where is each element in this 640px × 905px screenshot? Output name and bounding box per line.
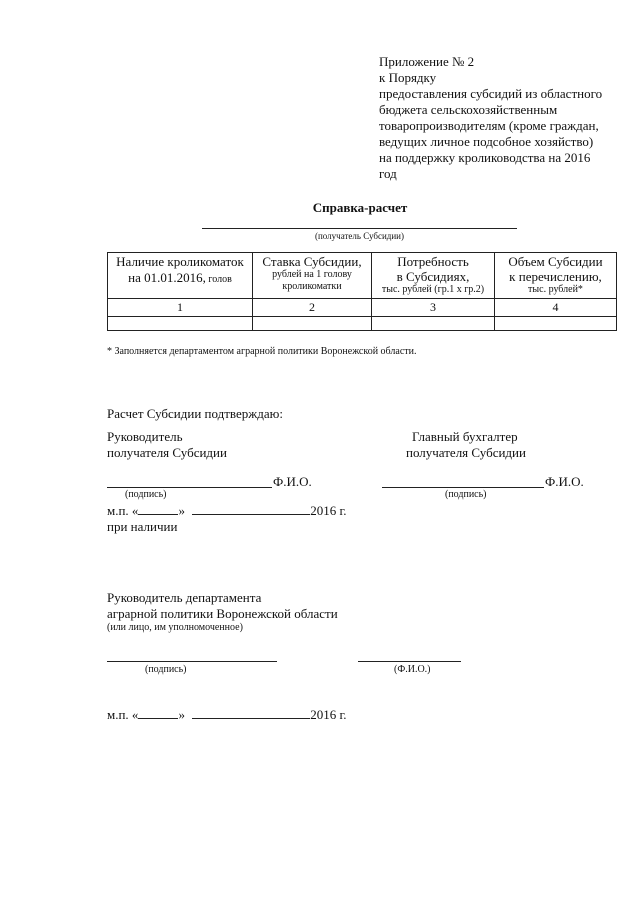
day-blank: [138, 707, 178, 719]
if-present-note: при наличии: [107, 519, 178, 534]
appendix-block: [379, 54, 619, 182]
appendix-line: предоставления субсидий из областного: [379, 86, 603, 101]
column-number: 4: [495, 299, 617, 317]
department-fio-caption: (Ф.И.О.): [394, 664, 431, 675]
table-cell: [495, 317, 617, 331]
table-cell: [372, 317, 495, 331]
column-number: 1: [108, 299, 253, 317]
table-header-row: [108, 253, 617, 299]
recipient-caption: (получатель Субсидии): [314, 231, 404, 241]
day-blank: [138, 503, 178, 515]
column-number: 2: [253, 299, 372, 317]
table-number-row: [108, 299, 617, 317]
head-signature-line: [107, 487, 272, 488]
recipient-line: [202, 228, 517, 229]
table-cell: [108, 317, 253, 331]
appendix-line: к Порядку: [379, 70, 437, 85]
header-cell-volume: Объем Субсидии к перечислению, тыс. рублей*: [495, 253, 617, 299]
header-cell-livestock: Наличие кроликоматок на 01.01.2016, голов: [108, 253, 253, 299]
appendix-line: ведущих личное подсобное хозяйство): [379, 134, 594, 149]
department-head-block: Руководитель департамента аграрной политики Воронежской области (или лицо, им уполномоченное): [107, 590, 338, 633]
footnote: * Заполняется департаментом аграрной политики Воронежской области.: [107, 346, 417, 357]
appendix-line: товаропроизводителям (кроме граждан,: [379, 118, 599, 133]
document-title: Справка-расчет: [312, 200, 408, 215]
department-fio-line: [358, 661, 461, 662]
table-cell: [253, 317, 372, 331]
stamp-date-1: м.п. « » 2016 г.: [107, 503, 347, 518]
appendix-line: Приложение № 2: [379, 54, 475, 69]
column-number: 3: [372, 299, 495, 317]
header-cell-need: Потребность в Субсидиях, тыс. рублей (гр.1 х гр.2): [372, 253, 495, 299]
head-fio-label: Ф.И.О.: [273, 474, 312, 489]
accountant-fio-label: Ф.И.О.: [545, 474, 584, 489]
appendix-line: на поддержку кролиководства на 2016: [379, 150, 591, 165]
header-cell-rate: Ставка Субсидии, рублей на 1 голову кроликоматки: [253, 253, 372, 299]
department-signature-line: [107, 661, 277, 662]
calculation-table: [107, 252, 617, 331]
month-blank: [192, 503, 310, 515]
month-blank: [192, 707, 310, 719]
accountant-title: Главный бухгалтер получателя Субсидии: [406, 429, 526, 460]
accountant-signature-caption: (подпись): [445, 489, 487, 500]
appendix-line: год: [379, 166, 397, 181]
confirm-text: Расчет Субсидии подтверждаю:: [107, 406, 283, 421]
head-title: Руководитель получателя Субсидии: [107, 429, 227, 460]
appendix-line: бюджета сельскохозяйственным: [379, 102, 558, 117]
department-signature-caption: (подпись): [145, 664, 187, 675]
accountant-signature-line: [382, 487, 544, 488]
head-signature-caption: (подпись): [125, 489, 167, 500]
stamp-date-2: м.п. « » 2016 г.: [107, 707, 347, 722]
table-row: [108, 317, 617, 331]
